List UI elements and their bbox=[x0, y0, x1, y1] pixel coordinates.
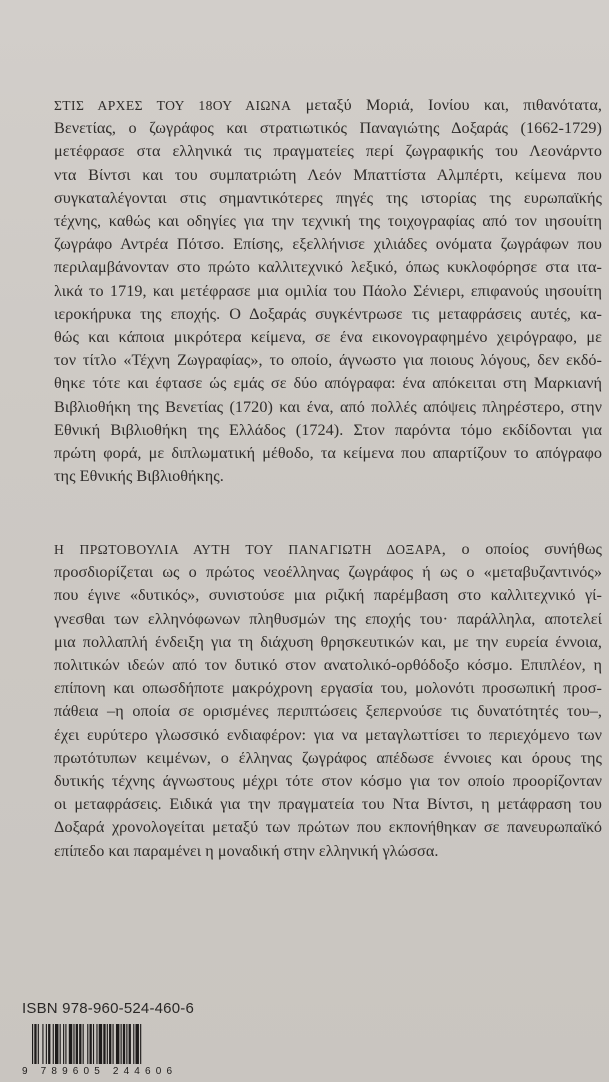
barcode-digits: 9 789605 244606 bbox=[22, 1066, 172, 1076]
paragraph-2-lead: Η ΠΡΩΤΟΒΟΥΛΙΑ ΑΥΤΗ ΤΟΥ ΠΑΝΑΓΙΩΤΗ ΔΟΞΑΡΑ bbox=[54, 542, 442, 557]
barcode-bar bbox=[69, 1024, 72, 1064]
barcode-bar bbox=[79, 1024, 81, 1064]
paragraph-2-line-5: πολιτικών ιδεών από τον δυτικό στον ανατολικό-ορθόδοξο κόσμο. Επιπλέον, η bbox=[54, 656, 602, 675]
paragraph-1-line-15: πρώτη φορά, με διπλωματική μέθοδο, τα κείμενα που απαρτίζουν το απόγραφο bbox=[54, 444, 602, 463]
paragraph-2-line-11: οι μεταφράσεις. Ειδικά για την πραγματεία του Ντα Βίντσι, η μετάφραση του bbox=[54, 795, 602, 814]
isbn-label: ISBN 978-960-524-460-6 bbox=[22, 1000, 195, 1017]
barcode-bar bbox=[123, 1024, 125, 1064]
paragraph-1-line-8: λικά το 1719, και μετέφρασε μια ομιλία του Πάολο Σένιερι, επιφανούς ιησουίτη bbox=[54, 281, 602, 300]
barcode-bar bbox=[99, 1024, 102, 1064]
paragraph-1-line-10: θώς και κάποια μικρότερα κείμενα, σε ένα εικονογραφημένο χειρόγραφο, με bbox=[54, 328, 602, 347]
barcode-bar bbox=[34, 1024, 36, 1064]
paragraph-2-text bbox=[54, 538, 602, 863]
barcode-bar bbox=[55, 1024, 58, 1064]
barcode-bars bbox=[32, 1024, 141, 1064]
barcode-bar bbox=[53, 1024, 54, 1064]
barcode-bar bbox=[121, 1024, 122, 1064]
paragraph-2-line-3: γνεσθαι των ελληνόφωνων πληθυσμών της εποχής του· παράλληλα, αποτελεί bbox=[54, 609, 602, 628]
paragraph-2-line-2: που έγινε «δυτικός», συνιστούσε μια ριζική παρέμβαση στο καλλιτεχνικό γί- bbox=[54, 586, 602, 605]
paragraph-2-line-13: επίπεδο και παραμένει η μοναδική στην ελληνική γλώσσα. bbox=[54, 841, 439, 860]
paragraph-1-line-0: μεταξύ Μοριά, Ιονίου και, πιθανότατα, bbox=[291, 96, 603, 114]
paragraph-2-line-6: επίπονη και οπωσδήποτε μακρόχρονη εργασία του, μολονότι προσωπική προσ- bbox=[54, 679, 602, 698]
barcode-bar bbox=[48, 1024, 50, 1064]
barcode-bar bbox=[133, 1024, 134, 1064]
paragraph-1-lead: ΣΤΙΣ ΑΡΧΕΣ ΤΟΥ 18ΟΥ ΑΙΩΝΑ bbox=[54, 98, 292, 113]
paragraph-1-line-16: της Εθνικής Βιβλιοθήκης. bbox=[54, 467, 224, 486]
paragraph-2-line-9: πρωτότυπων κειμένων, ο έλληνας ζωγράφος απέδωσε έννοιες και όρους της bbox=[54, 748, 602, 767]
barcode-bar bbox=[140, 1024, 141, 1064]
paragraph-1-line-7: περιλαμβάνονταν στο πρώτο καλλιτεχνικό λεξικό, όπως κυκλοφόρησε στα ιτα- bbox=[54, 258, 602, 277]
paragraph-1-line-13: Βιβλιοθήκη της Βενετίας (1720) και ένα, από πολλές απόψεις πληρέστερο, στην bbox=[54, 397, 602, 416]
paragraph-1-text bbox=[54, 94, 602, 488]
paragraph-1-line-11: τον τίτλο «Τέχνη Ζωγραφίας», το οποίο, άγνωστο για ποιους λόγους, δεν εκδό- bbox=[54, 351, 602, 370]
paragraph-1-line-5: τέχνης, καθώς και οδηγίες για την τεχνική της τοιχογραφίας από τον ιησουίτη bbox=[54, 212, 602, 231]
paragraph-2-line-0: , ο οποίος συνήθως bbox=[441, 540, 602, 558]
paragraph-2-line-8: έχει ευρύτερο γλωσσικό ενδιαφέρον: για να μεταγλωττίσει το περιεχόμενο των bbox=[54, 725, 602, 744]
paragraph-1-line-3: ντα Βίντσι και του συμπατριώτη Λεόν Μπαττίστα Αλμπέρτι, κείμενα που bbox=[54, 165, 602, 184]
barcode-bar bbox=[46, 1024, 47, 1064]
paragraph-1-line-9: ιεροκήρυκα της εποχής. Ο Δοξαράς συγκέντρωσε τις μεταφράσεις αυτές, κα- bbox=[54, 304, 602, 323]
paragraph-1-line-2: μετέφρασε στα ελληνικά τις πραγματείες περί ζωγραφικής του Λεονάρντο bbox=[54, 142, 602, 161]
barcode-bar bbox=[87, 1024, 88, 1064]
paragraph-1-line-4: συγκαταλέγονται στις σημαντικότερες πηγές της ιστορίας της ευρωπαϊκής bbox=[54, 188, 602, 207]
barcode-bar bbox=[76, 1024, 78, 1064]
barcode-bar bbox=[126, 1024, 127, 1064]
paragraph-1 bbox=[54, 94, 602, 488]
paragraph-2-line-1: προσδιορίζεται ως ο πρώτος νεοέλληνας ζωγράφος ή ως ο «μεταβυζαντινός» bbox=[54, 563, 602, 582]
barcode-bar bbox=[90, 1024, 92, 1064]
barcode bbox=[22, 1024, 182, 1076]
paragraph-1-line-1: Βενετίας, ο ζωγράφος και στρατιωτικός Παναγιώτης Δοξαράς (1662-1729) bbox=[54, 119, 602, 138]
barcode-bar bbox=[103, 1024, 105, 1064]
paragraph-1-line-6: ζωγράφο Αντρέα Πότσο. Επίσης, εξελλήνισε χιλιάδες ονόματα ζωγράφων που bbox=[54, 235, 602, 254]
barcode-bar bbox=[65, 1024, 66, 1064]
barcode-bar bbox=[129, 1024, 131, 1064]
barcode-bar bbox=[96, 1024, 97, 1064]
paragraph-2-line-10: δυτικής τέχνης άγνωστους μέχρι τότε στον κόσμο για τον οποίο προορίζονταν bbox=[54, 772, 602, 791]
paragraph-2-line-4: μια πολλαπλή ένδειξη για τη διάχυση θρησκευτικών και, με την ευρεία έννοια, bbox=[54, 632, 602, 651]
barcode-bar bbox=[93, 1024, 94, 1064]
barcode-bar bbox=[116, 1024, 119, 1064]
paragraph-1-line-12: θηκε τότε και έφτασε ώς εμάς σε δύο απόγραφα: ένα απόκειται στη Μαρκιανή bbox=[54, 374, 602, 393]
barcode-bar bbox=[107, 1024, 108, 1064]
barcode-bar bbox=[42, 1024, 43, 1064]
barcode-bar bbox=[136, 1024, 139, 1064]
barcode-bar bbox=[63, 1024, 64, 1064]
barcode-bar bbox=[38, 1024, 39, 1064]
barcode-bar bbox=[109, 1024, 111, 1064]
paragraph-2 bbox=[54, 538, 602, 863]
barcode-bar bbox=[60, 1024, 61, 1064]
barcode-bar bbox=[113, 1024, 114, 1064]
paragraph-1-line-14: Εθνική Βιβλιοθήκη της Ελλάδος (1724). Στον παρόντα τόμο εκδίδονται για bbox=[54, 420, 602, 439]
paragraph-2-line-12: Δοξαρά χρονολογείται μεταξύ των πρώτων που εκπονήθηκαν σε πανευρωπαϊκό bbox=[54, 818, 602, 837]
barcode-bar bbox=[73, 1024, 74, 1064]
barcode-bar bbox=[83, 1024, 84, 1064]
paragraph-2-line-7: πάθεια –η οποία σε ορισμένες περιπτώσεις ξεπερνούσε τις δυνατότητές του–, bbox=[54, 702, 602, 721]
barcode-bar bbox=[32, 1024, 33, 1064]
